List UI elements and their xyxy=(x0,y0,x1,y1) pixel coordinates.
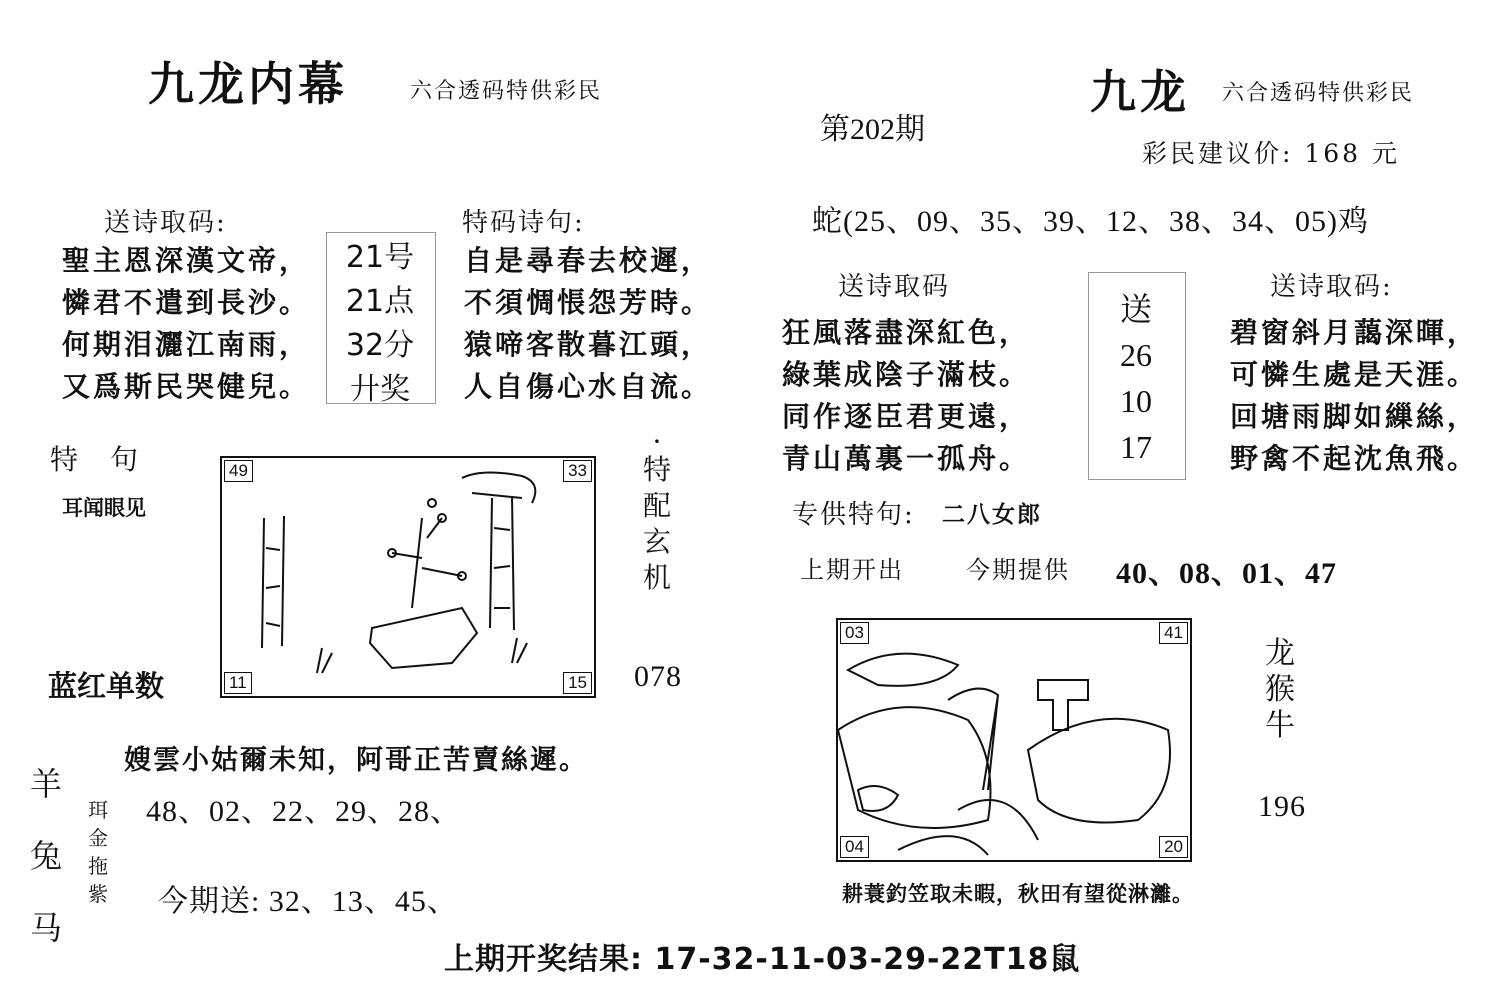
corner-number: 03 xyxy=(840,622,869,644)
right-side-vertical xyxy=(1262,636,1298,744)
corner-number: 04 xyxy=(840,836,869,858)
sketch-drawing xyxy=(838,620,1190,860)
poem-line: 可憐生處是天涯。 xyxy=(1230,358,1479,391)
side-char: 特 xyxy=(642,453,671,486)
zodiac-char: 羊 xyxy=(29,765,62,803)
right-illustration xyxy=(836,618,1192,862)
poem-line: 狂風落盡深紅色， xyxy=(782,316,1031,349)
poem-line: 何期泪灑江南雨， xyxy=(62,328,311,361)
middle-line: 送 xyxy=(1119,291,1152,327)
last-draw-label: 上期开出 xyxy=(800,556,904,584)
middle-line: 32分 xyxy=(345,328,415,363)
sketch-drawing xyxy=(222,458,594,696)
poem-line: 同作逐臣君更遠， xyxy=(782,400,1031,433)
middle-line: 21号 xyxy=(345,240,415,275)
right-subtitle: 六合透码特供彩民 xyxy=(1222,81,1415,106)
small-char: 金 xyxy=(88,826,108,850)
poem-line: 聖主恩深漢文帝， xyxy=(62,244,311,277)
corner-number: 33 xyxy=(563,460,592,482)
middle-line: 26 xyxy=(1120,337,1152,373)
left-illustration xyxy=(220,456,596,698)
left-numbers-line: 48、02、22、29、28、 xyxy=(146,795,461,828)
corner-number: 11 xyxy=(224,672,252,694)
provide-label: 今期提供 xyxy=(966,556,1070,584)
snake-rooster-line: 蛇(25、09、35、39、12、38、34、05)鸡 xyxy=(812,205,1369,238)
right-title: 九龙 xyxy=(1090,65,1190,119)
small-vertical xyxy=(84,796,112,908)
last-result-footer: 上期开奖结果: 17-32-11-03-29-22T18鼠 xyxy=(444,942,1081,977)
left-special-text: 耳闻眼见 xyxy=(62,496,146,520)
middle-line: 10 xyxy=(1120,383,1152,419)
left-middle-info xyxy=(326,236,434,412)
provide-numbers: 40、08、01、47 xyxy=(1116,557,1337,590)
right-poem2 xyxy=(1230,312,1478,480)
price-label: 彩民建议价: 168 元 xyxy=(1142,139,1401,168)
left-send-line: 今期送: 32、13、45、 xyxy=(158,885,458,918)
side-char: 牛 xyxy=(1265,708,1295,743)
middle-line: 21点 xyxy=(345,284,415,319)
right-poem1 xyxy=(782,312,1030,480)
corner-number: 41 xyxy=(1159,622,1188,644)
poem-line: 碧窗斜月藹深暉， xyxy=(1230,316,1479,349)
corner-number: 49 xyxy=(224,460,253,482)
left-poem1-header: 送诗取码: xyxy=(104,208,227,238)
right-middle-info xyxy=(1088,286,1184,470)
left-subtitle: 六合透码特供彩民 xyxy=(410,79,603,104)
zodiac-vertical xyxy=(28,748,64,964)
corner-number: 20 xyxy=(1159,836,1188,858)
poem-line: 人自傷心水自流。 xyxy=(464,370,713,403)
small-char: 珥 xyxy=(88,798,108,822)
side-char: 玄 xyxy=(642,525,671,558)
left-side-number: 078 xyxy=(634,660,682,693)
left-poem1 xyxy=(62,240,310,408)
small-char: 拖 xyxy=(88,854,108,878)
left-poem2-header: 特码诗句: xyxy=(462,208,585,238)
left-verse: 嫂雲小姑爾未知，阿哥正苦賣絲遲。 xyxy=(124,745,588,776)
poem-line: 回塘雨脚如繅絲， xyxy=(1230,400,1479,433)
small-char: 紫 xyxy=(88,882,108,906)
left-side-vertical xyxy=(640,425,674,596)
poem-line: 青山萬裏一孤舟。 xyxy=(782,442,1031,475)
zodiac-char: 兔 xyxy=(29,837,62,875)
side-dot: · xyxy=(652,425,662,458)
corner-number: 15 xyxy=(563,672,592,694)
poem-line: 不須惆悵怨芳時。 xyxy=(464,286,713,319)
left-special-label: 特 句 xyxy=(50,443,141,476)
left-poem2 xyxy=(464,240,712,408)
left-title: 九龙内幕 xyxy=(148,57,348,111)
middle-line: 17 xyxy=(1120,429,1152,465)
right-caption: 耕蓑釣笠取未暇，秋田有望從淋灕。 xyxy=(842,881,1194,906)
right-side-number: 196 xyxy=(1258,790,1306,823)
right-special-text: 二八女郎 xyxy=(942,501,1042,528)
blue-red-label: 蓝红单数 xyxy=(48,669,165,703)
issue-number: 第202期 xyxy=(820,113,925,146)
poem-line: 憐君不遣到長沙。 xyxy=(62,286,311,319)
poem-line: 野禽不起沈魚飛。 xyxy=(1230,442,1479,475)
poem-line: 猿啼客散暮江頭， xyxy=(464,328,713,361)
side-char: 龙 xyxy=(1265,636,1295,671)
right-special-label: 专供特句: xyxy=(792,500,915,530)
right-poem2-header: 送诗取码: xyxy=(1270,272,1393,302)
poem-line: 自是尋春去校遲， xyxy=(464,244,713,277)
side-char: 机 xyxy=(642,561,671,594)
poem-line: 又爲斯民哭健兒。 xyxy=(62,370,311,403)
side-char: 配 xyxy=(642,489,671,522)
middle-line: 廾奖 xyxy=(350,372,410,407)
right-poem1-header: 送诗取码 xyxy=(838,272,951,302)
poem-line: 綠葉成陰子滿枝。 xyxy=(782,358,1031,391)
side-char: 猴 xyxy=(1265,672,1295,707)
zodiac-char: 马 xyxy=(29,909,62,947)
